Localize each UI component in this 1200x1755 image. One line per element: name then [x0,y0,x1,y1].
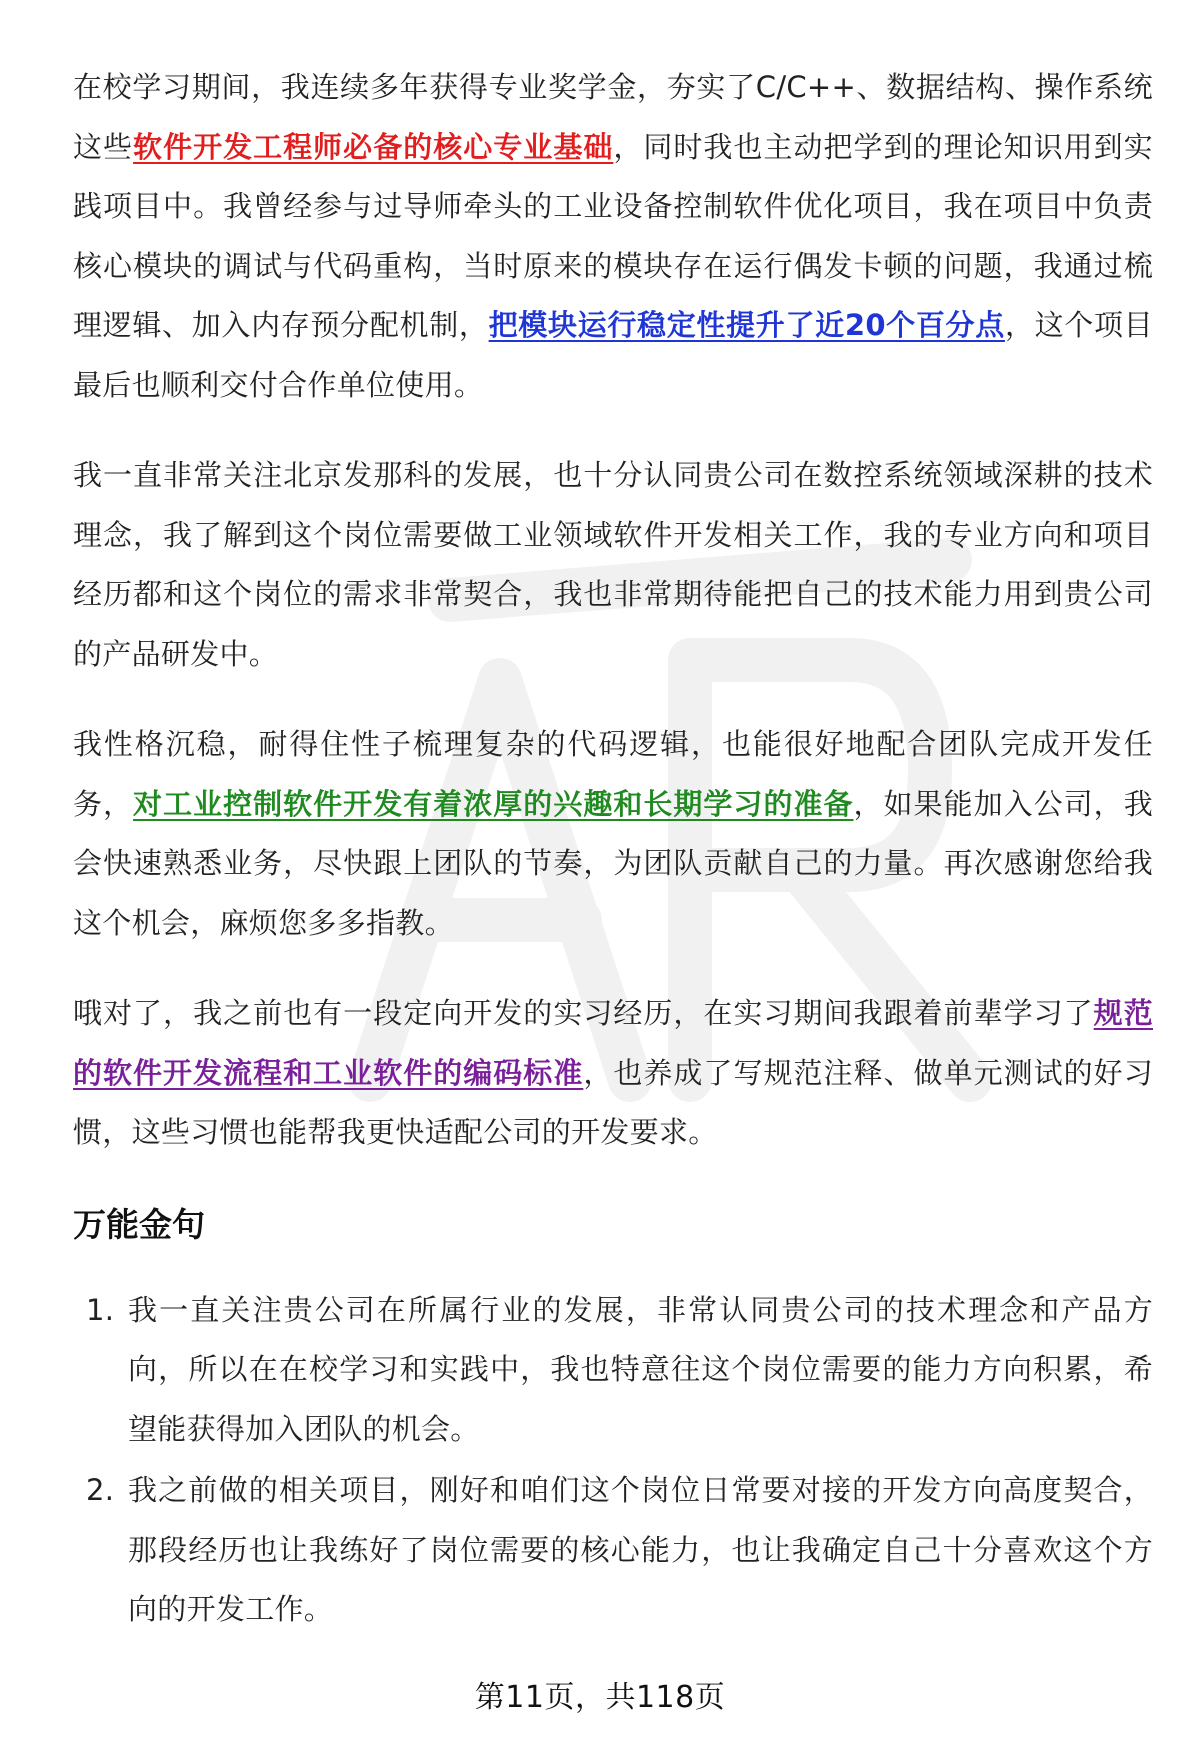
document-content [73,58,1153,1642]
highlight-core-foundation: 软件开发工程师必备的核心专业基础 [133,129,614,164]
paragraph-company-interest [73,446,1153,684]
quote-text: 我一直关注贵公司在所属行业的发展，非常认同贵公司的技术理念和产品方向，所以在在校学习和实践中，我也特意往这个岗位需要的能力方向积累，希望能获得加入团队的机会。 [128,1292,1153,1446]
highlight-stability-improvement: 把模块运行稳定性提升了近20个百分点 [488,308,1005,342]
paragraph-text: 哦对了，我之前也有一段定向开发的实习经历，在实习期间我跟着前辈学习了 [73,996,1094,1030]
paragraph-text: ，如果能加入公司，我会快速熟悉业务，尽快跟上团队的节奏，为团队贡献自己的力量。再次感谢您给我这个机会，麻烦您多多指教。 [73,786,1153,940]
paragraph-text: ，也养成了写规范注释、做单元测试的好习惯，这些习惯也能帮我更快适配公司的开发要求。 [73,1055,1153,1149]
quote-text: 我之前做的相关项目，刚好和咱们这个岗位日常要对接的开发方向高度契合，那段经历也让我练好了岗位需要的核心能力，也让我确定自己十分喜欢这个方向的开发工作。 [128,1473,1153,1626]
quote-number: 1. [86,1292,115,1327]
page-number-footer: 第11页，共118页 [474,1680,726,1715]
paragraph-text: 在校学习期间，我连续多年获得专业奖学金，夯实了C/C++、数据结构、操作系统这些 [73,70,1153,164]
paragraph-text: 我性格沉稳，耐得住性子梳理复杂的代码逻辑，也能很好地配合团队完成开发任务， [73,727,1153,821]
paragraph-academic [73,58,1153,415]
quote-list [73,1281,1153,1640]
paragraph-text: ，同时我也主动把学到的理论知识用到实践项目中。我曾经参与过导师牵头的工业设备控制软件优化项目，我在项目中负责核心模块的调试与代码重构，当时原来的模块存在运行偶发卡顿的问题，我通过梳理逻辑、加入内存预分配机制， [73,129,1153,342]
quote-item [73,1281,1153,1460]
paragraph-text: 我一直非常关注北京发那科的发展，也十分认同贵公司在数控系统领域深耕的技术理念，我了解到这个岗位需要做工业领域软件开发相关工作，我的专业方向和项目经历都和这个岗位的需求非常契合，我也非常期待能把自己的技术能力用到贵公司的产品研发中。 [73,458,1153,671]
quote-number: 2. [86,1473,115,1507]
paragraph-personality [73,715,1153,953]
highlight-coding-standards: 规范的软件开发流程和工业软件的编码标准 [73,996,1153,1090]
quote-item [73,1461,1153,1640]
paragraph-text: ，这个项目最后也顺利交付合作单位使用。 [73,308,1153,402]
highlight-interest-learning: 对工业控制软件开发有着浓厚的兴趣和长期学习的准备 [133,786,854,821]
paragraph-internship [73,984,1153,1163]
section-title: 万能金句 [73,1204,205,1244]
